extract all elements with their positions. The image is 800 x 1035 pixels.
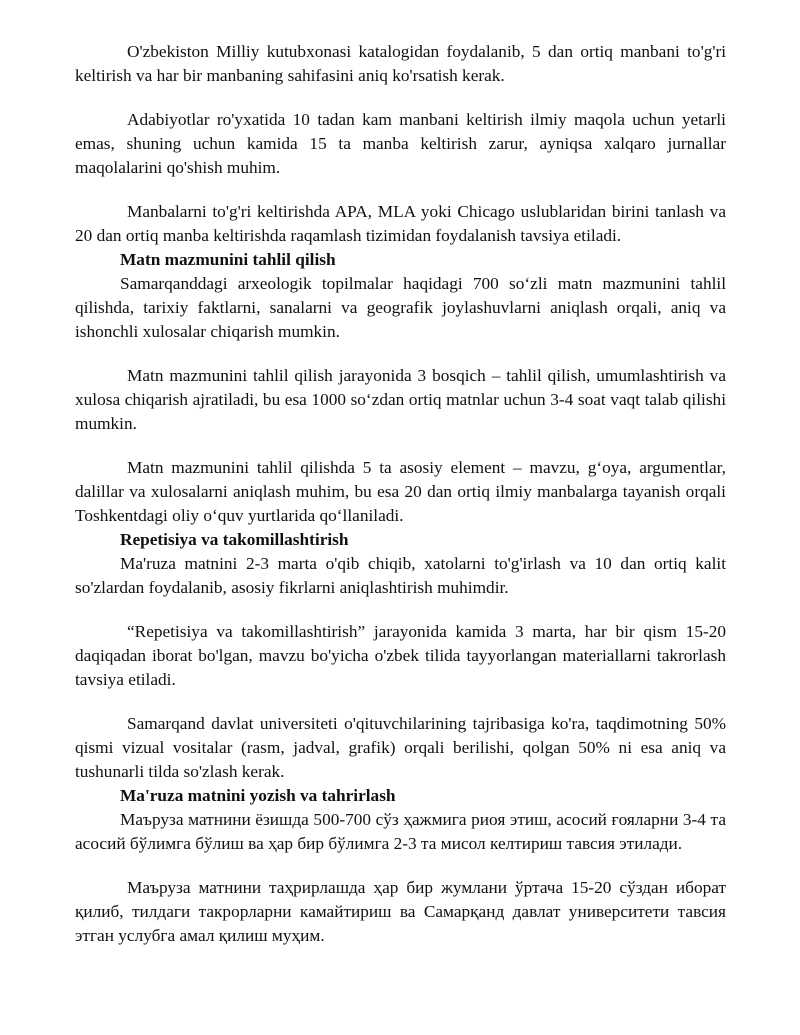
paragraph-citation-styles: Manbalarni to'g'ri keltirishda APA, MLA yoki Chicago uslublaridan birini tanlash va 20 dan ortiq manba keltirishda raqamlash tizimidan foydalanish tavsiya etiladi. bbox=[75, 202, 726, 245]
section-heading-text-analysis: Matn mazmunini tahlil qilish bbox=[120, 250, 336, 269]
section-heading-writing-editing: Ma'ruza matnini yozish va tahrirlash bbox=[120, 786, 396, 805]
paragraph-text-analysis-2: Matn mazmunini tahlil qilish jarayonida 3 bosqich – tahlil qilish, umumlashtirish va xulosa chiqarish ajratiladi, bu esa 1000 so‘zdan ortiq matnlar uchun 3-4 soat vaqt talab qilishi mumkin. bbox=[75, 366, 726, 433]
paragraph-bibliography-count: Adabiyotlar ro'yxatida 10 tadan kam manbani keltirish ilmiy maqola uchun yetarli emas, shuning uchun kamida 15 ta manba keltirish zarur, ayniqsa xalqaro jurnallar maqolalarini qo'shish muhim. bbox=[75, 110, 726, 177]
paragraph-rehearsal-1: Ma'ruza matnini 2-3 marta o'qib chiqib, xatolarni to'g'irlash va 10 dan ortiq kalit so'zlardan foydalanib, asosiy fikrlarni aniqlashtirish muhimdir. bbox=[75, 554, 726, 597]
paragraph-rehearsal-2: “Repetisiya va takomillashtirish” jarayonida kamida 3 marta, har bir qism 15-20 daqiqadan iborat bo'lgan, mavzu bo'yicha o'zbek tilida tayyorlangan materiallarni takrorlash tavsiya etiladi. bbox=[75, 622, 726, 689]
paragraph-writing-editing-1: Маъруза матнини ёзишда 500-700 сўз ҳажмига риоя этиш, асосий ғояларни 3-4 та асосий бўлимга бўлиш ва ҳар бир бўлимга 2-3 та мисол келтириш тавсия этилади. bbox=[75, 810, 726, 853]
paragraph-writing-editing-2: Маъруза матнини таҳрирлашда ҳар бир жумлани ўртача 15-20 сўздан иборат қилиб, тилдаги такрорларни камайтириш ва Самарқанд давлат университети тавсия этган услубга амал қилиш муҳим. bbox=[75, 878, 726, 945]
paragraph-rehearsal-3: Samarqand davlat universiteti o'qituvchilarining tajribasiga ko'ra, taqdimotning 50% qismi vizual vositalar (rasm, jadval, grafik) orqali berilishi, qolgan 50% ni esa aniq va tushunarli tilda so'zlash kerak. bbox=[75, 714, 726, 781]
section-heading-rehearsal: Repetisiya va takomillashtirish bbox=[120, 530, 349, 549]
paragraph-text-analysis-3: Matn mazmunini tahlil qilishda 5 ta asosiy element – mavzu, g‘oya, argumentlar, dalillar va xulosalarni aniqlash muhim, bu esa 20 dan ortiq ilmiy manbalarga tayanish orqali Toshkentdagi oliy o‘quv yurtlarida qo‘llaniladi. bbox=[75, 458, 726, 525]
paragraph-text-analysis-1: Samarqanddagi arxeologik topilmalar haqidagi 700 so‘zli matn mazmunini tahlil qilishda, tarixiy faktlarni, sanalarni va geografik joylashuvlarni aniqlash orqali, aniq va ishonchli xulosalar chiqarish mumkin. bbox=[75, 274, 726, 341]
paragraph-library-catalog: O'zbekiston Milliy kutubxonasi katalogidan foydalanib, 5 dan ortiq manbani to'g'ri keltirish va har bir manbaning sahifasini aniq ko'rsatish kerak. bbox=[75, 42, 726, 85]
